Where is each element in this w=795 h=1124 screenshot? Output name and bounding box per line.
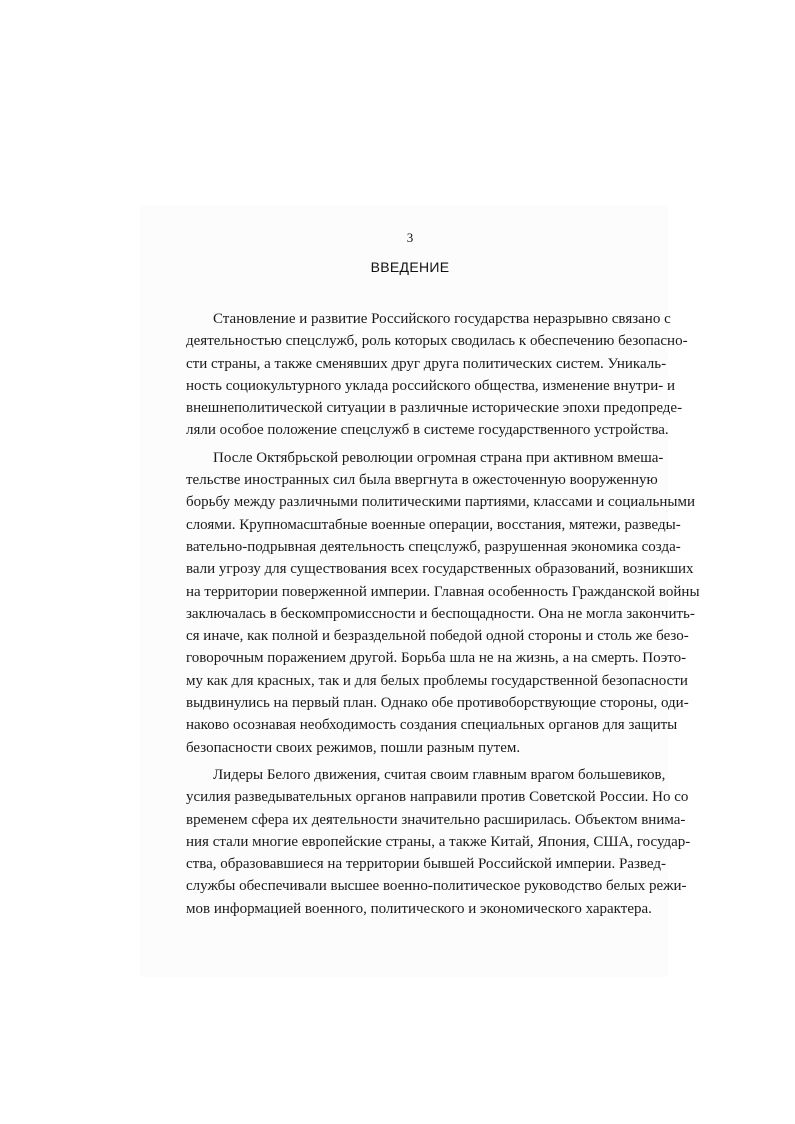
text-line: ся иначе, как полной и безраздельной победой одной стороны и столь же безо-: [186, 628, 689, 645]
text-line: ность социокультурного уклада российского общества, изменение внутри- и: [186, 377, 676, 394]
text-line: усилия разведывательных органов направили против Советской России. Но со: [186, 789, 689, 806]
text-line: наково осознавая необходимость создания специальных органов для защиты: [186, 717, 678, 734]
text-line: заключалась в бескомпромиссности и беспощадности. Она не могла закончить-: [186, 605, 695, 622]
text-line: тельстве иностранных сил была ввергнута в ожесточенную вооруженную: [186, 472, 658, 489]
paragraph: [186, 308, 688, 442]
text-line: деятельностью спецслужб, роль которых сводилась к обеспечению безопасно-: [186, 333, 688, 350]
text-line: Становление и развитие Российского государства неразрывно связано с: [213, 311, 671, 327]
section-heading: ВВЕДЕНИЕ: [370, 259, 450, 275]
text-line: слоями. Крупномасштабные военные операции, восстания, мятежи, разведы-: [186, 516, 681, 533]
body-text: [186, 308, 700, 925]
page-number: 3: [406, 230, 414, 245]
text-line: временем сфера их деятельности значительно расширилась. Объектом внима-: [186, 811, 686, 828]
text-line: службы обеспечивали высшее военно-политическое руководство белых режи-: [186, 878, 687, 895]
text-line: говорочным поражением другой. Борьба шла не на жизнь, а на смерть. Поэто-: [186, 650, 687, 667]
text-line: Лидеры Белого движения, считая своим главным врагом большевиков,: [213, 766, 666, 783]
text-line: безопасности своих режимов, пошли разным путем.: [186, 739, 521, 756]
text-line: вательно-подрывная деятельность спецслужб, разрушенная экономика созда-: [186, 538, 681, 555]
paragraph: [186, 764, 691, 920]
text-line: После Октябрьской революции огромная страна при активном вмеша-: [213, 449, 664, 466]
text-line: мов информацией военного, политического и экономического характера.: [186, 900, 652, 917]
text-line: ства, образовавшиеся на территории бывшей Российской империи. Развед-: [186, 856, 666, 873]
text-line: ляли особое положение спецслужб в системе государственного устройства.: [186, 422, 669, 439]
text-line: вали угрозу для существования всех государственных образований, возникших: [186, 561, 694, 578]
paragraph: [186, 447, 700, 759]
text-line: внешнеполитической ситуации в различные исторические эпохи предопреде-: [186, 400, 683, 417]
text-line: му как для красных, так и для белых проблемы государственной безопасности: [186, 672, 688, 689]
text-line: на территории поверженной империи. Главная особенность Гражданской войны: [186, 583, 700, 600]
text-line: сти страны, а также сменявших друг друга политических систем. Уникаль-: [186, 355, 667, 372]
text-line: борьбу между различными политическими партиями, классами и социальными: [186, 494, 696, 511]
text-line: выдвинулись на первый план. Однако обе противоборствующие стороны, оди-: [186, 695, 689, 712]
text-line: ния стали многие европейские страны, а также Китай, Япония, США, государ-: [186, 833, 691, 850]
